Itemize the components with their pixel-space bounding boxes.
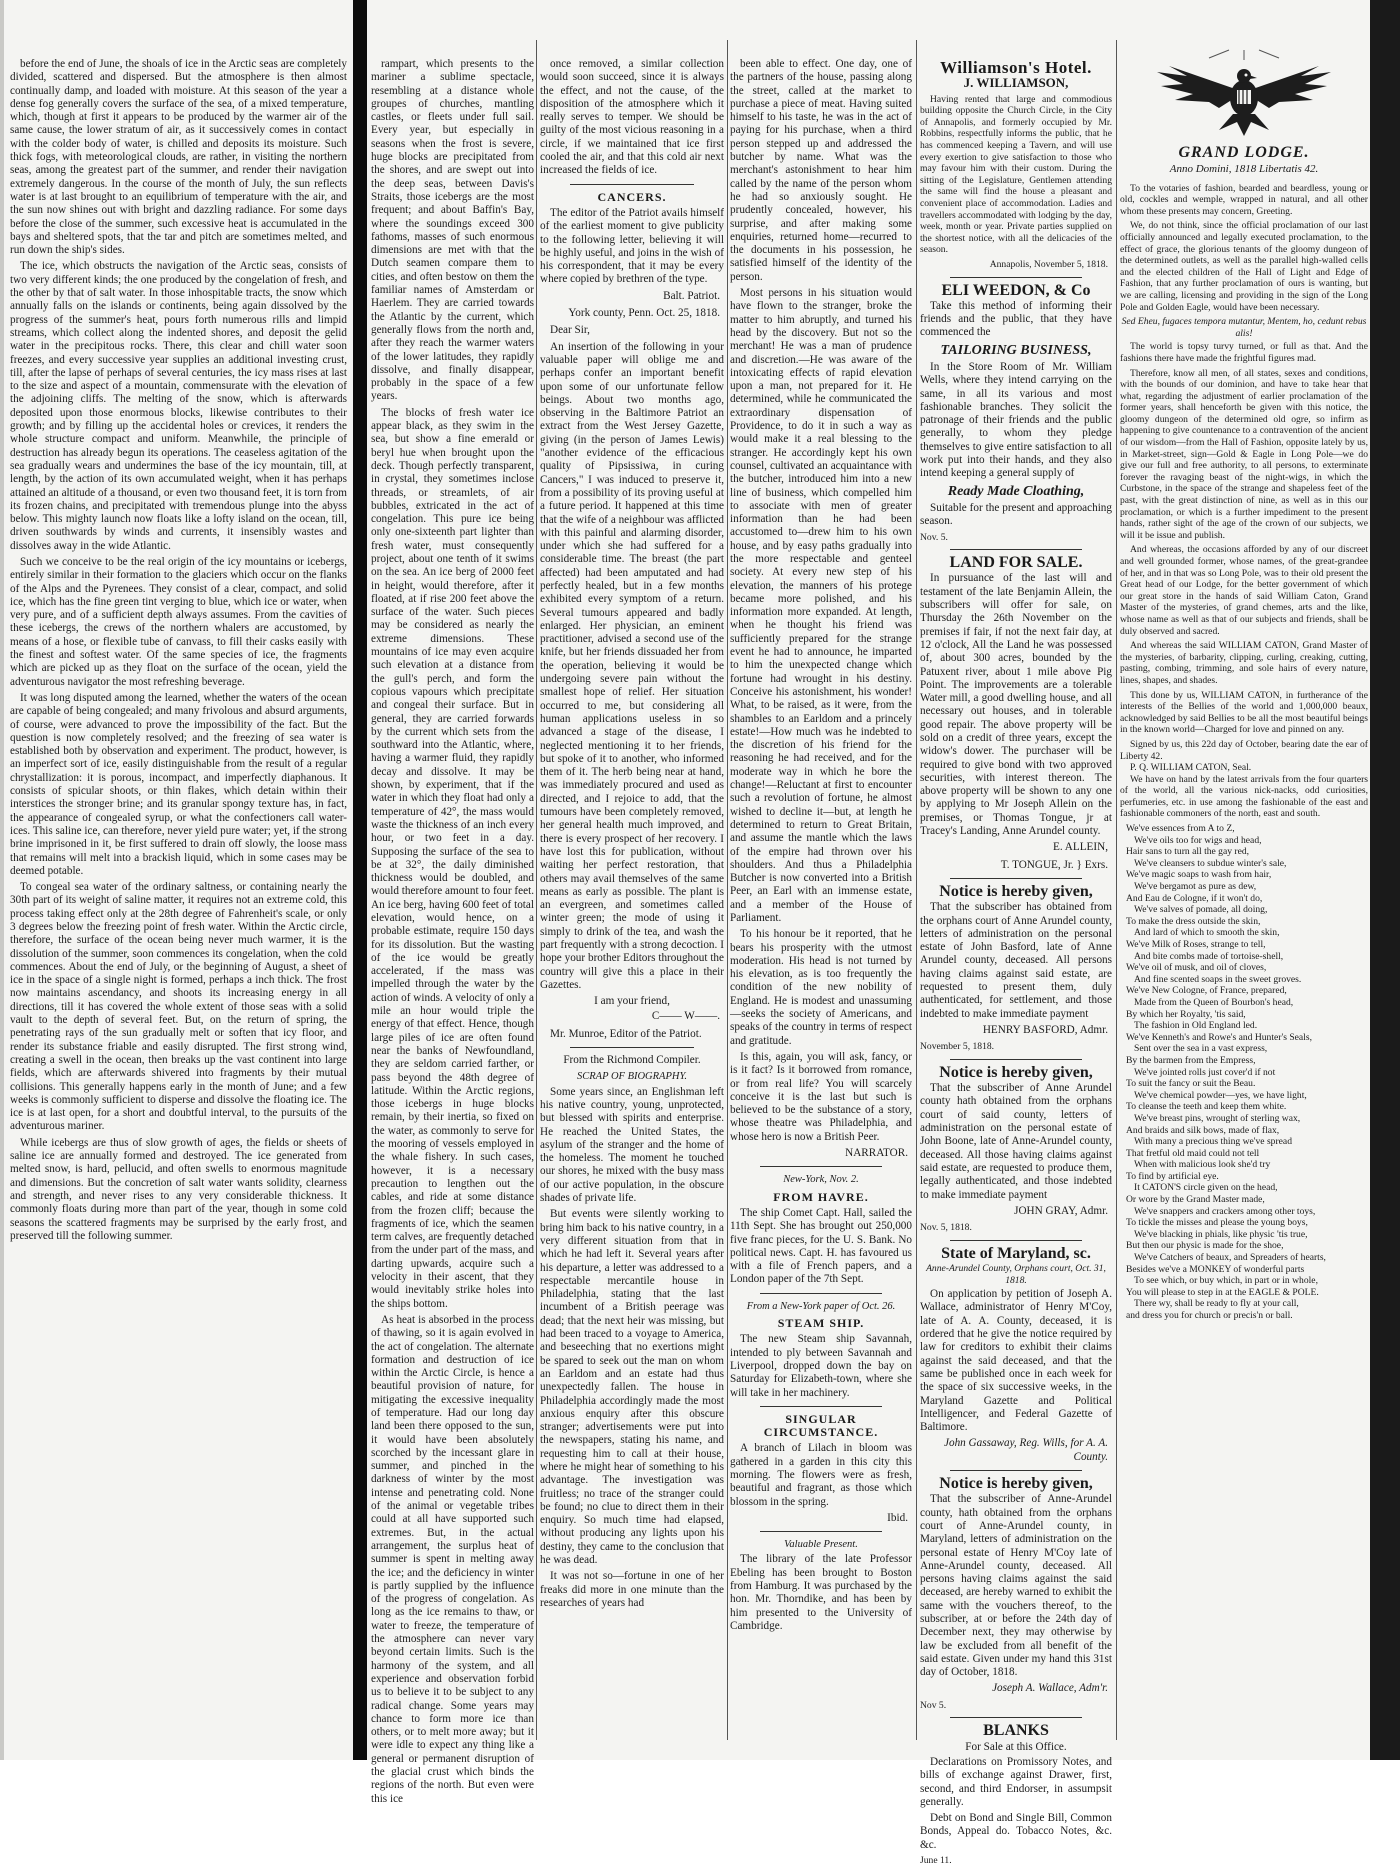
paragraph: Declarations on Promissory Notes, and bills of exchange against Drawer, first, second, and third Endorser, in assumpsit generally. [920, 1755, 1112, 1808]
verse-line: We've essences from A to Z, [1126, 823, 1235, 835]
verse-line: We've magic soaps to wash from hair, [1126, 869, 1272, 881]
verse-line: To suit the fancy or suit the Beau. [1126, 1078, 1256, 1090]
page-gutter [353, 0, 367, 1760]
paragraph: A branch of Lilach in bloom was gathered in a garden in this city this morning. The flowers were as fresh, beautiful and fragrant, as those which blossom in the spring. [730, 1442, 912, 1508]
notice-title: Notice is hereby given, [939, 1475, 1093, 1493]
verse-line: We've oil of musk, and oil of cloves, [1126, 962, 1267, 974]
paragraph: And whereas the said WILLIAM CATON, Grand Master of the mysteries, of barbarity, clipping, curling, creaking, cutting, pasting, combing, trimming, and sole hairs of every nature, lines, shapes, and shades. [1120, 640, 1368, 686]
verse-line: To see which, or buy which, in part or in whole, [1134, 1275, 1318, 1287]
divider [760, 1166, 882, 1167]
verse-line: With many a precious thing we've spread [1134, 1136, 1292, 1148]
motto: Sed Eheu, fugaces tempora mutantur, Mentem, ho, cedunt rebus alis! [1121, 316, 1367, 339]
lodge-title: GRAND LODGE. [1178, 144, 1310, 161]
paragraph: It was not so—fortune in one of her freaks did more in one minute than the researches of years had [540, 1570, 724, 1609]
verse-line: When with malicious look she'd try [1134, 1159, 1271, 1171]
signature: John Gassaway, Reg. Wills, for A. A. County. [944, 1437, 1108, 1463]
divider [760, 1293, 882, 1294]
page-edge-left [0, 0, 4, 1760]
state-title: State of Maryland, sc. [941, 1244, 1091, 1262]
closing: I am your friend, [594, 995, 670, 1008]
paragraph: This done by us, WILLIAM CATON, in furtherance of the interests of the Bellies of the world and 1,000,000 beaux, acknowledged by said Bellies to be all the most beautiful beings in the known world—Charged for love and pinned on any. [1120, 689, 1368, 736]
divider [760, 1406, 882, 1407]
paragraph: That the subscriber has obtained from the orphans court of Anne Arundel county, letters of administration on the personal estate of John Basford, late of Anne Arundel county, deceased. All persons having claims against said estate, are requested to present them, duly authenticated, for settlement, and those indebted to make immediate payment [920, 901, 1112, 1020]
verse-line: It CATON'S circle given on the head, [1134, 1182, 1278, 1194]
steam-ship-heading: STEAM SHIP. [777, 1316, 865, 1331]
divider [950, 549, 1082, 550]
signature: Signed by us, this 22d day of October, bearing date the ear of Liberty 42. [1120, 738, 1368, 762]
paragraph: It was long disputed among the learned, whether the waters of the ocean are capable of being congealed; and many frivolous and absurd arguments, of course, were advanced to prove the impossibility of the fact. But the question is now completely resolved; and the freezing of sea water is established both by observation and experiment. The product, however, is an imperfect sort of ice, easily distinguishable from the result of a regular chrystallization: it is porous, incompact, and imperfectly diaphanous. It consists of spicular shoots, or thin flakes, which detain within their interstices the stronger brine; and its granular spongy texture has, in fact, the appearance of congealed syrup, or what the confectioners call water-ices. This saline ice, can therefore, never yield pure water; yet, if the strong brine imprisoned in it, be first suffered to drain off slowly, the loose mass that remains will melt into a brackish liquid, which in some cases may be deemed potable. [10, 691, 347, 877]
divider [950, 1470, 1082, 1471]
signature: T. TONGUE, Jr. } Exrs. [1000, 858, 1108, 871]
verse-line: We've chemical powder—yes, we have light, [1134, 1089, 1307, 1101]
paragraph: On application by petition of Joseph A. Wallace, administrator of Henry M'Coy, late of A. A. County, deceased, it is ordered that he give the notice required by law for creditors to exhibit their claims against the said deceased, and that the same be published once in each week for the space of six successive weeks, in the Maryland Gazette and Political Intelligencer, and Federal Gazette of Baltimore. [920, 1288, 1112, 1434]
verse-line: We've Milk of Roses, strange to tell, [1126, 939, 1266, 950]
verse-line: We've jointed rolls just cover'd if not [1134, 1066, 1276, 1078]
paragraph: Such we conceive to be the real origin of the icy mountains or icebergs, entirely similar in their formation to the glaciers which occur on the flanks of the Alps and the Pyrenees. They consist of a clear, compact, and solid ice, which has the fine green tint verging to blue, which ice or water, when very pure, and of a sufficient depth always assumes. From the cavities of these icebergs, the crews of the northern whalers are accustomed, by means of a hose, or flexible tube of canvass, to fill their casks easily with the finest and softest water. Of the same species of ice, the fragments which are picked up as they float on the surface of the ocean, yield the adventurous navigator the most refreshing beverage. [10, 555, 347, 688]
divider [570, 1047, 694, 1048]
paragraph: To his honour be it reported, that he bears his prosperity with the utmost moderation. His head is not turned by his elevation, as is too frequently the condition of the new nobility of England. He is modest and unassuming—seeks the society of Americans, and speaks of the country in terms of respect and gratitude. [730, 928, 912, 1047]
source-line: From the Richmond Compiler. [563, 1054, 701, 1067]
paragraph: And whereas, the occasions afforded by any of our discreet and well grounded former, whose names, of the great-grandee of her, and in that was so Long Pole, was to their old present the Great head of our Lodge, for the better government of which our great store in the hands of said William Caton, Grand Master of the mysteries, of grand chemes, arts and the like, whose name as well as that of our subjects and friends, shall be duly observed and sacred. [1120, 544, 1368, 637]
paragraph: The world is topsy turvy turned, or full as that. And the fashions there have made the frightful figures mad. [1120, 341, 1368, 364]
paragraph: We, do not think, since the official proclamation of our last officially announced and legally executed proclamation, to the effect of grace, the glorious tenants of the gloomy dungeon of the determined outlets, as well as the parallel high-walled cells and the elected children of the Hall of Light and Edge of Fashion, that any further proclamation of ours is wanting, but we are calling, licensing and providing in the sign of the Long Pole and Golden Eagle, would have been necessary. [1120, 220, 1368, 313]
column-rule [1116, 40, 1117, 1740]
signature: C—— W——. [651, 1010, 720, 1023]
divider [950, 1059, 1082, 1060]
blanks-title: BLANKS [983, 1722, 1049, 1740]
paragraph: An insertion of the following in your valuable paper will oblige me and perhaps confer an important benefit upon some of our unfortunate fellow beings. About two months ago, observing in the Baltimore Patriot an extract from the West Jersey Gazette, giving (in the person of James Lewis) "another evidence of the efficacious quality of Pipsissiwa, in curing Cancers," I was induced to preserve it, from a possibility of its proving useful at a future period. It happened at this time that the wife of a neighbour was afflicted with this painful and alarming disorder, under which she had suffered for a considerable time. The breast (the part affected) had been amputated and had perfectly healed, but in a few months exhibited every symptom of a return. Several tumours appeared and badly enlarged. Her physician, an eminent practitioner, advised a second use of the knife, but her friends dissuaded her from the operation, believing it would be undergoing severe pain without the smallest hope of relief. Her situation occurred to me, but considering all human applications useless in so advanced a stage of the disease, I neglected mentioning it to her friends, but spoke of it to another, who informed them of it. The herb being near at hand, was immediately procured and used as directed, and I rejoice to add, that the tumours have been completely removed, her general health much improved, and there is every prospect of her recovery. I have lost this for publication, without waiting her perfect restoration, that others may avail themselves of the same means as early as possible. The plant is an evergreen, and sometimes called winter green; the mode of using it simply to drink of the tea, and wash the part frequently with a strong decoction. I hope your brother Editors throughout the country will give this a place in their Gazettes. [540, 340, 725, 991]
verse-line: To tickle the misses and please the young boys, [1126, 1217, 1308, 1229]
signature: HENRY BASFORD, Admr. [982, 1023, 1108, 1036]
paragraph: In pursuance of the last will and testament of the late Benjamin Allein, the subscribers will offer for sale, on Thursday the 26th November on the premises if fair, if not the next fair day, at 12 o'clock, All the Land he was possessed of, about 300 acres, bounded by the Patuxent river, about 1 mile above Pig Point. The improvements are a tolerable Water mill, a good dwelling house, and all necessary out houses, and in tolerable good repair. The above property will be sold on a credit of three years, except the widow's dower. The purchaser will be required to give bond with two approved securities, with interest thereon. The above property will be shown to any one by applying to Mr Joseph Allein on the premises, or Thomas Tongue, jr at Tracey's Landing, Anne Arundel county. [920, 572, 1112, 838]
source-line: From a New-York paper of Oct. 26. [746, 1300, 896, 1312]
divider [950, 277, 1082, 278]
verse-line: Sent over the sea in a vast express, [1134, 1043, 1268, 1055]
ad-date: June 11. [920, 1855, 952, 1867]
verse [1120, 823, 1368, 1322]
verse-line: By which her Royalty, 'tis said, [1126, 1008, 1246, 1020]
verse-line: and dress you for church or precis'n or ball. [1126, 1310, 1293, 1321]
column-1 [10, 58, 347, 1748]
paragraph: before the end of June, the shoals of ice in the Arctic seas are completely divided, scattered and dispersed. But the atmosphere is then almost continually damp, and loaded with moisture. At this season of the year a dense fog generally covers the surface of the sea, of a mixed temperature, which, though at first it appears to be produced by the warmer air of the same cause, the lower stratum of air, as it successively comes in contact with the colder body of water, is chilled and deposits its moisture. Such thick fogs, with meteorological clouds, are rather, in visiting the northern seas, among the greatest part of the summer, and render their navigation extremely dangerous. In the course of the month of July, the sun reflects water is at last brought to an equilibrium of temperature with the air, and the sun now shines out with bright and dazzling radiance. For some days before the close of the summer, such excessive heat is accumulated in the bays and sheltered spots, that the tar and pitch are sometimes melted, and run down the ship's sides. [10, 58, 347, 257]
dateline: York county, Penn. Oct. 25, 1818. [568, 307, 720, 320]
verse-line: Or wore by the Grand Master made, [1126, 1194, 1265, 1206]
paragraph: While icebergs are thus of slow growth of ages, the fields or sheets of saline ice are annually formed and destroyed. The ice generated from melted snow, is hard, pellucid, and often swells to enormous magnitude and dimensions. But the concretion of salt water wants solidity, clearness and strength, and never rises to any very considerable thickness. It commonly floats during more than part of the year, though in some cold seasons the scattered fragments may be surprised by the early frost, and preserved till the following summer. [10, 1136, 347, 1242]
verse-line: You will please to step in at the EAGLE & POLE. [1126, 1286, 1319, 1298]
weedon-ready: Ready Made Cloathing, [947, 483, 1085, 499]
hotel-title: Williamson's Hotel. [940, 58, 1092, 77]
verse-line: We've bergamot as pure as dew, [1134, 881, 1257, 893]
verse-line: To cleanse the teeth and keep them white. [1126, 1101, 1287, 1113]
hotel-date: Annapolis, November 5, 1818. [989, 258, 1108, 270]
column-6-grand-lodge [1120, 44, 1368, 1734]
ad-date: Nov 5. [920, 1699, 947, 1711]
verse-line: We've cleansers to subdue winter's sale, [1134, 857, 1287, 869]
paragraph: The ship Comet Capt. Hall, sailed the 11th Sept. She has brought out 250,000 five franc pieces, for the U. S. Bank. No political news. Capt. H. has favoured us with a file of French papers, and a London paper of the 7th Sept. [730, 1206, 912, 1286]
weedon-title: ELI WEEDON, & Co [941, 281, 1091, 299]
verse-line: We've Kenneth's and Rowe's and Hunter's Seals, [1126, 1031, 1312, 1043]
column-rule [727, 40, 728, 1740]
weedon-business: TAILORING BUSINESS, [940, 342, 1092, 358]
paragraph: But events were silently working to bring him back to his native country, in a very different situation from that in which he had left it. Several years after his departure, a letter was addressed to a respectable mercantile house in Philadelphia, stating that the last incumbent of a British peerage was dead; that the next heir was missing, but had been traced to a voyage to America, and beseeching that no exertions might be spared to seek out the man on whom an Earldom and an estate had thus unexpectedly fallen. The house in Philadelphia accordingly made the most anxious enquiry after this obscure stranger; advertisements were put into the newspapers, stating his name, and requesting him to call at their house, where he might hear of something to his advantage. The investigation was fruitless; no trace of the stranger could be found; no clue to direct them in their enquiry. So much time had elapsed, without producing any lights upon his destiny, they came to the conclusion that he was dead. [540, 1208, 724, 1567]
state-subtitle: Anne-Arundel County, Orphans court, Oct. 31, 1818. [926, 1262, 1106, 1286]
signature: NARRATOR. [845, 1147, 908, 1160]
verse-line: And braids and silk bows, made of flax, [1126, 1124, 1280, 1136]
signature: Joseph A. Wallace, Adm'r. [992, 1682, 1108, 1695]
paragraph: Take this method of informing their friends and the public, that they have commenced the [920, 299, 1112, 339]
blanks-subtitle: For Sale at this Office. [965, 1740, 1067, 1753]
notice-title: Notice is hereby given, [939, 1063, 1093, 1081]
paragraph: Is this, again, you will ask, fancy, or is it fact? Is it borrowed from romance, or from real life? You will scarcely conceive it is the last but such is believed to be the substance of a story, whose theatre was Philadelphia, and whose hero is now a British Peer. [730, 1050, 912, 1143]
verse-line: By the barmen from the Empress, [1126, 1054, 1256, 1066]
column-2 [371, 58, 534, 1805]
verse-line: We've blacking in phials, like physic 'tis true, [1134, 1228, 1308, 1240]
ad-date: Nov. 5. [920, 531, 948, 543]
paragraph: That the subscriber of Anne-Arundel county, hath obtained from the orphans court of Anne-Arundel county, in Maryland, letters of administration on the personal estate of Henry M'Coy late of Anne-Arundel county, deceased. All persons having claims against the said deceased, are hereby warned to exhibit the same with the vouchers thereof, to the subscriber, at or before the 24th day of December next, they may otherwise by law be excluded from all benefit of the said estate. Given under my hand this 31st day of October, 1818. [920, 1493, 1112, 1679]
land-title: LAND FOR SALE. [949, 554, 1083, 572]
verse-line: We've breast pins, wrought of sterling wax, [1134, 1112, 1301, 1124]
verse-line: Besides we've a MONKEY of wonderful parts [1126, 1263, 1305, 1275]
paragraph: That the subscriber of Anne Arundel county hath obtained from the orphans court of said county, letters of administration on the personal estate of John Boone, late of Anne-Arundel county, deceased. All those having claims against said estate, are requested to produce them, legally authenticated, and those indebted to make immediate payment [920, 1082, 1112, 1201]
havre-heading: FROM HAVRE. [773, 1189, 869, 1204]
paragraph: We have on hand by the latest arrivals from the four quarters of the world, all the various nick-nacks, odd curiosities, perfumeries, etc. in use among the fashionable of the east and fashionable commoners of the north, east and south. [1120, 773, 1368, 820]
column-4 [730, 58, 912, 1748]
verse-line: Made from the Queen of Bourbon's head, [1134, 996, 1294, 1008]
verse-line: And lard of which to smooth the skin, [1134, 927, 1280, 939]
singular-heading: SINGULAR CIRCUMSTANCE. [763, 1411, 879, 1440]
verse-line: We've Catchers of beaux, and Spreaders of hearts, [1134, 1252, 1326, 1264]
cancers-heading: CANCERS. [597, 189, 667, 204]
column-rule [536, 40, 537, 1740]
verse-line: We've snappers and crackers among other toys, [1134, 1205, 1316, 1217]
dateline: New-York, Nov. 2. [783, 1174, 859, 1186]
lodge-year: Anno Domini, 1818 Libertatis 42. [1169, 163, 1319, 176]
verse-line: And Eau de Cologne, if it won't do, [1126, 892, 1263, 904]
valuable-heading: Valuable Present. [784, 1539, 858, 1551]
paragraph: The new Steam ship Savannah, intended to ply between Savannah and Liverpool, dropped down the bay on Saturday for Elizabeth-town, where she will take in her machinery. [730, 1333, 912, 1399]
ad-date: November 5, 1818. [920, 1041, 995, 1053]
byline: Balt. Patriot. [663, 289, 720, 302]
signature: E. ALLEIN, [1053, 841, 1108, 854]
addressee: Mr. Munroe, Editor of the Patriot. [550, 1027, 702, 1040]
verse-line: But then our physic is made for the shoe, [1126, 1240, 1284, 1252]
verse-line: And fine scented soaps in the sweet groves. [1134, 973, 1302, 985]
paragraph: To congeal sea water of the ordinary saltness, or containing nearly the 30th part of its weight of saline matter, it requires not an extreme cold, this process taking effect only at the 28th degree of Fahrenheit's scale, or only 3 degrees below the freezing point of fresh water. Within the Arctic circle, therefore, the surface of the ocean being never much warmer, it is the dissolution of the summer, soon commences its congelation, when the cold commences. About the end of July, or the beginning of August, a sheet of ice in the space of a single night is formed, perhaps a inch thick. The frost now maintains ascendancy, and shoots its increasing energy in all directions, till it has covered the whole extent of those seas with a solid vault to the depth of several feet. But, on the return of spring, the penetrating rays of the sun gradually melt or soften that icy floor, and render its substance friable and easily disrupted. The first strong wind, creating a swell in the ocean, then breaks up the vast continent into large fields, which are afterwards shivered into fragments by their mutual collisions. This generally happens early in the month of June; and a few weeks is commonly sufficient to disperse and dissolve the floating ice. The ice is at last open, for a short and doubtful interval, to the pursuits of the adventurous mariner. [10, 881, 347, 1133]
verse-line: We've New Cologne, of France, prepared, [1126, 985, 1287, 997]
eagle-icon [1149, 48, 1339, 140]
hotel-text: Having rented that large and commodious building opposite the Church Circle, in the City of Annapolis, and formerly occupied by Mr. Robbins, respectfully informs the public, that he has commenced keeping a Tavern, and will use every exertion to give satisfaction to those who may favour him with their custom. During the sitting of the Legislature, Gentlemen attending the same will find the house a pleasant and convenient place of accommodation. Ladies and travellers accommodated with lodging by the day, week, month or year. Private parties supplied on the shortest notice, with all the delicacies of the season. [920, 93, 1112, 256]
divider [570, 184, 694, 185]
source-subheading: SCRAP OF BIOGRAPHY. [577, 1071, 687, 1083]
paragraph: Most persons in his situation would have flown to the stranger, broke the matter to him abruptly, and turned his head by the discovery. But not so the merchant! He was a man of prudence and discretion.—He was aware of the intoxicating effects of rapid elevation upon a man, not prepared for it. He determined, while he communicated the extraordinary dispensation of Providence, to do it in such a way as would make it a real blessing to the stranger. He accordingly kept his own counsel, cultivated an acquaintance with the butcher, introduced him into a new line of business, which compelled him to associate with men of greater information than he had been accustomed to—drew him to his own house, and by easy paths gradually into the more respectable and genteel society. At every new step of his elevation, the manners of his protege became more polished, and his information more expanded. At length, when he thought his friend was sufficiently prepared for the strange event he had to announce, he imparted to him the unexpected change which fortune had wrought in his destiny. Conceive his astonishment, his wonder! What, to be raised, as it were, from the shambles to an Earldom and a princely estate!—How much was he indebted to the discretion of his friend for the reasoning he had received, and for the moderate way in which he bore the change!—Reluctant at first to encounter such a revolution of fortune, he almost wished to decline it—but, at length he determined to return to Great Britain, and assume the mantle which the laws of the empire had thrown over his shoulders. And thus a Philadelphia Butcher is now converted into a British Peer, an Earl with an immense estate, and a member of the House of Parliament. [730, 287, 912, 924]
paragraph: Some years since, an Englishman left his native country, young, unprotected, but blessed with spirits and enterprise. He reached the United States, the asylum of the stranger and the home of the homeless. The moment he touched our shores, he mixed with the busy mass of our active population, in the obscure shades of private life. [540, 1085, 724, 1205]
paragraph: rampart, which presents to the mariner a sublime spectacle, resembling at a distance whole groupes of churches, mantling castles, or fleets under full sail. Every year, but especially in seasons when the frost is severe, huge blocks are precipitated from the shores, and are swept out into the deep seas, between Davis's Straits, those icebergs are the most frequent; and about Baffin's Bay, where the soundings exceed 300 fathoms, masses of such enormous dimensions are met with that the Dutch seamen compare them to cities, and often bestow on them the familiar names of Amsterdam or Haerlem. They are carried towards the Atlantic by the current, which generally flows from the north and, after they reach the warmer waters of the lower latitudes, they rapidly dissolve, and finally disappear, probably in the space of a few years. [371, 58, 534, 403]
signature: P. Q. WILLIAM CATON, Seal. [1130, 762, 1252, 774]
divider [760, 1531, 882, 1532]
verse-line: And bite combs made of tortoise-shell, [1134, 950, 1284, 962]
verse-line: There wy, shall be ready to fly at your call, [1134, 1298, 1299, 1310]
paragraph: Debt on Bond and Single Bill, Common Bonds, Appeal do. Tobacco Notes, &c. &c. [920, 1812, 1112, 1851]
paragraph: To the votaries of fashion, bearded and beardless, young or old, cockles and wemple, wrapped in natural, and all other whom these presents may concern, Greeting. [1120, 182, 1368, 217]
paragraph: The blocks of fresh water ice appear black, as they swim in the sea, but show a fine emerald or beryl hue when brought upon the deck. Though perfectly transparent, in crystal, they sometimes inclose threads, or streamlets, of air bubbles, extricated in the act of congelation. This pure ice being only one-sixteenth part lighter than fresh water, must consequently project, about one tenth of it swims on the sea. An ice berg of 2000 feet in height, would therefore, after it floated, at if rise 200 feet above the surface of the water. Such pieces may be considered as nearly the extreme dimensions. These mountains of ice may even acquire such elevation at a distance from the gull's perch, and form the copious vapours which precipitate and congeal their surface. But in general, they are carried forwards by the current which sets from the southward into the Atlantic, where, having a warmer fluid, they rapidly decay and dissolve. It may be shown, by experiment, that if the water in which they float had only a temperature of 42°, the mass would waste the thickness of an inch every hour, or two feet in a day. Supposing the surface of the sea to be at 32°, the daily diminished thickness would be doubled, and would therefore amount to four feet. An ice berg, having 600 feet of total elevation, would hence, on a probable estimate, require 150 days for its dissolution. But the wasting of the ice would be greatly accelerated, if the mass was impelled through the water by the action of winds. A velocity of only a mile an hour would triple the energy of that effect. Hence, though large piles of ice are often found near the banks of Newfoundland, they are seldom carried farther, or pass beyond the 48th degree of latitude. Within the Arctic regions, those icebergs in huge blocks remain, by their inertia, so fixed on the water, as commonly to serve for the mooring of vessels employed in the whale fishery. In such cases, however, it is a necessary precaution to lengthen out the cables, and ride at some distance from the frozen cliff; because the fragments of ice, which the seamen term calves, are frequently detached from the under part of the mass, and darting upwards, acquire such a velocity in their ascent, that they would inevitably strike holes into the ships bottom. [371, 406, 534, 1310]
paragraph: been able to effect. One day, one of the partners of the house, passing along the street, called at the market to purchase a piece of meat. Having suited himself to his taste, he was in the act of paying for his purchase, when a third person stepped up and addressed the butcher by name. What was the merchant's astonishment to hear him called by the name of the person whom he had so anxiously sought. He prudently concealed, however, his surprise, and after making some enquiries, returned home—recurred to the documents in his possession, he satisfied himself of the identity of the person. [730, 58, 912, 283]
column-rule [916, 40, 917, 1740]
salutation: Dear Sir, [550, 324, 590, 337]
divider [950, 878, 1082, 879]
ad-date: Nov. 5, 1818. [920, 1222, 972, 1234]
paragraph: Therefore, know all men, of all states, sexes and conditions, with the bounds of our dominion, and have to take hear that what, regarding the adjustment of earlier proclamation of the former years, shall henceforth be given with this notice, the gloomy dungeon of the determined old ogre, so infirm as happening to give countenance to a contravention of the ancient of our wisdom—from the Hall of Fashion, opposite lately by us, in Market-street, sign—Gold & Eagle in Long Pole—we do give our full and free authority, to all persons, to exterminate forever the ravaging beast of the night-wigs, in which the Curbstone, in the space of the strange and shapeless feet of the past, with the great distinction of nine, as well as in this our proclamation, or which is a further impediment to the present hands, rather sight of the age of the crown of our subjects, we will it be issue and publish. [1120, 367, 1368, 541]
verse-line: To make the dress outside the skin, [1126, 915, 1261, 927]
signature: JOHN GRAY, Admr. [1014, 1204, 1108, 1217]
page-edge-right [1370, 0, 1400, 1760]
column-5-ads [920, 58, 1112, 1867]
notice-title: Notice is hereby given, [939, 882, 1093, 900]
paragraph: The editor of the Patriot avails himself of the earliest moment to give publicity to the following letter, believing it will be highly useful, and joins in the wish of his correspondent, that it may be every where copied by brethren of the type. [540, 206, 724, 286]
verse-line: The fashion in Old England led. [1134, 1020, 1258, 1032]
divider [950, 1240, 1082, 1241]
verse-line: We've salves of pomade, all doing, [1134, 904, 1268, 916]
paragraph: The ice, which obstructs the navigation of the Arctic seas, consists of two very different kinds; the one produced by the congelation of fresh, and the other by that of salt water. In those inhospitable tracts, the snow which annually falls on the islands or continents, being again dissolved by the progress of the summer's heat, pours forth numerous rills and limpid streams, which collect along the indented shores, and deposit the gelid water in the precipitous rocks. There, this clear and chill water soon freezes, and every successive year supplies an additional investing crust, till, after the lapse of perhaps of several centuries, the icy mass rises at last to the size and aspect of a mountain, commensurate with the elevation of the adjoining cliffs. The melting of the snow, which is afterwards deposited upon those enormous blocks, likewise contributes to their growth; and by filling up the accidental holes or crevices, it renders the whole structure compact and uniform. Meanwhile, the principle of destruction has already begun its operations. The ceaseless agitation of the sea gradually wears and undermines the base of the icy mountain, till, at length, by the action of its own accumulated weight, when it has perhaps attained an altitude of a thousand, or even two thousand feet, it is torn from its frozen chains, and precipitated with tremendous plunge into the abyss below. This mighty launch now floats like a lofty island on the ocean, till, driven southwards by winds and currents, it insensibly wastes and dissolves away in the wide Atlantic. [10, 260, 347, 552]
hotel-owner: J. WILLIAMSON, [963, 75, 1069, 91]
signature: Ibid. [887, 1511, 908, 1524]
paragraph: Suitable for the present and approaching season. [920, 501, 1112, 528]
verse-line: That fretful old maid could not tell [1126, 1147, 1260, 1159]
verse-line: To find by artificial eye. [1126, 1170, 1219, 1182]
paragraph: once removed, a similar collection would soon succeed, since it is always the effect, and not the cause, of the disposition of the atmosphere which it really serves to temper. We should be guilty of the most vicious reasoning in a circle, if we maintained that ice first cooled the air, and that this cold air next increased the fields of ice. [540, 58, 724, 177]
paragraph: In the Store Room of Mr. William Wells, where they intend carrying on the same, in all its various and most fashionable branches. They solicit the patronage of their friends and the public generally, to whom they pledge themselves to give entire satisfaction to all work put into their hands, and they also intend keeping a general supply of [920, 360, 1112, 480]
paragraph: The library of the late Professor Ebeling has been brought to Boston from Hamburg. It was purchased by the hon. Mr. Thorndike, and has been by him presented to the University of Cambridge. [730, 1553, 912, 1632]
verse-line: We've oils too for wigs and head, [1134, 834, 1262, 846]
divider [950, 1717, 1082, 1718]
paragraph: As heat is absorbed in the process of thawing, so it is again evolved in the act of congelation. The alternate formation and destruction of ice within the Arctic Circle, is hence a beautiful provision of nature, for mitigating the excessive inequality of temperature. Had our long day land been there opposed to the sun, it would have been absolutely scorched by the incessant glare in summer, and pinched in the darkness of winter by the most intense and penetrating cold. None of the animal or vegetable tribes could at all have supported such extremes. But, in the actual arrangement, the surplus heat of summer is spent in melting away the ice; and the deficiency in winter is partly supplied by the influence of the progress of congelation. As long as the ice remains to thaw, or water to freeze, the temperature of the atmosphere can never vary beyond certain limits. Such is the harmony of the system, and all experience and observation forbid us to believe it to be subject to any radical change. Some years may chance to form more ice than others, or to melt more away; but it were idle to expect any thing like a general or permanent disruption of the glacial crust which binds the regions of the north. But even were this ice [371, 1313, 534, 1805]
verse-line: Hair sans to turn all the gay red, [1126, 846, 1250, 858]
column-3 [540, 58, 724, 1748]
